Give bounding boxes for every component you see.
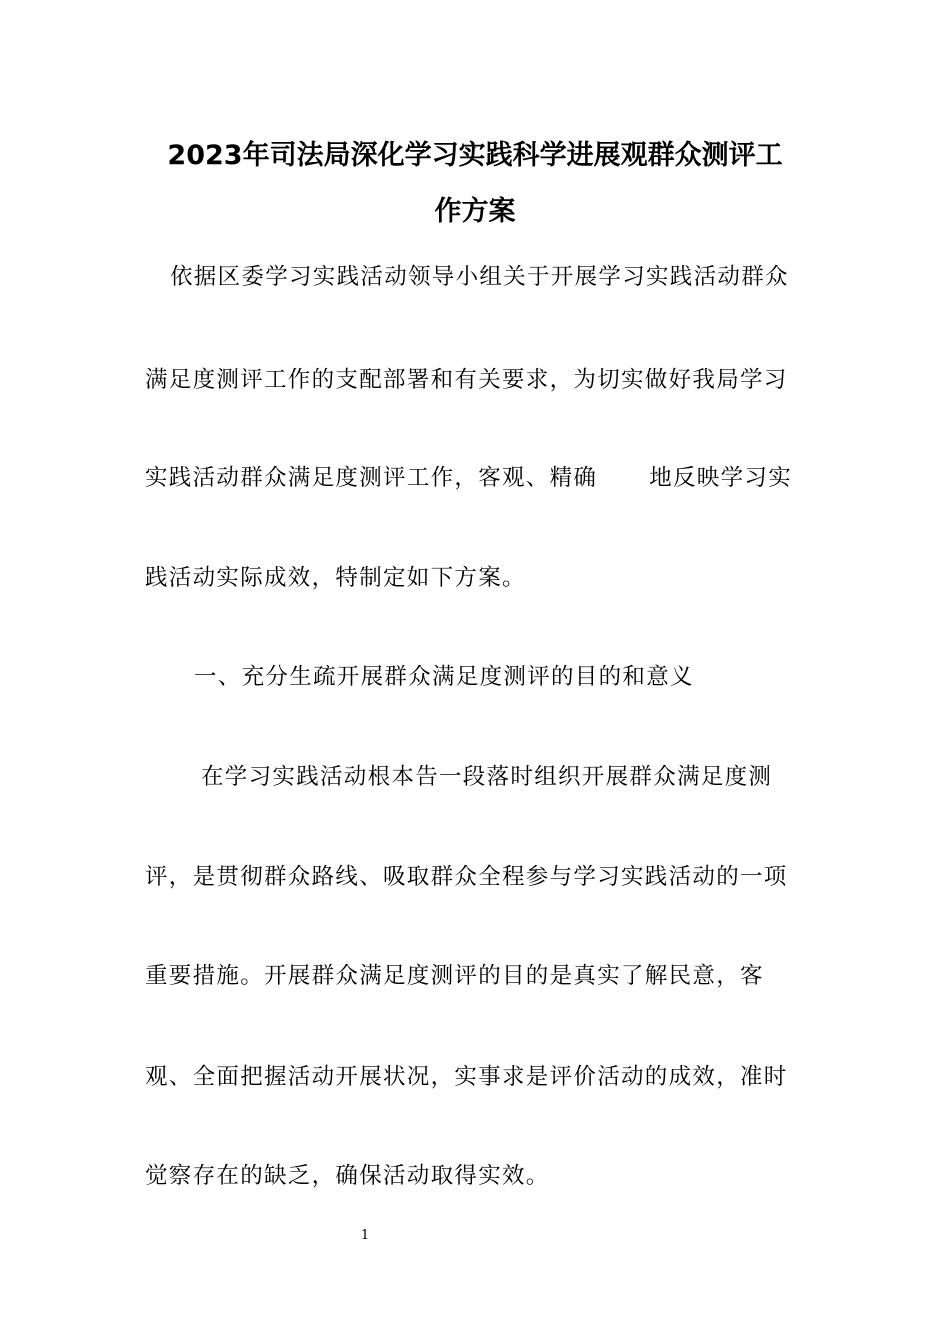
paragraph-1-line-2: 满足度测评工作的支配部署和有关要求，为切实做好我局学习 [145, 367, 788, 393]
paragraph-2-line-4: 观、全面把握活动开展状况，实事求是评价活动的成效，准时 [145, 1064, 788, 1090]
paragraph-2-line-3: 重要措施。开展群众满足度测评的目的是真实了解民意，客 [145, 963, 764, 989]
section-1-heading: 一、充分生疏开展群众满足度测评的目的和意义 [194, 664, 694, 690]
paragraph-2-line-2: 评，是贯彻群众路线、吸取群众全程参与学习实践活动的一项 [145, 864, 788, 890]
paragraph-1-line-1: 依据区委学习实践活动领导小组关于开展学习实践活动群众 [170, 264, 789, 290]
document-title-line-1: 2023年司法局深化学习实践科学进展观群众测评工 [167, 140, 783, 171]
document-title-line-2: 作方案 [434, 196, 516, 227]
paragraph-1-line-3-part-b: 地反映学习实 [649, 465, 793, 491]
paragraph-2-line-1: 在学习实践活动根本告一段落时组织开展群众满足度测 [201, 764, 773, 790]
paragraph-1-line-3 [145, 463, 792, 493]
page-number: 1 [360, 1228, 370, 1243]
paragraph-1-line-4: 践活动实际成效，特制定如下方案。 [145, 565, 526, 591]
paragraph-1-line-3-part-a: 实践活动群众满足度测评工作，客观、精确 [145, 465, 598, 491]
paragraph-2-line-5: 觉察存在的缺乏，确保活动取得实效。 [145, 1163, 550, 1189]
